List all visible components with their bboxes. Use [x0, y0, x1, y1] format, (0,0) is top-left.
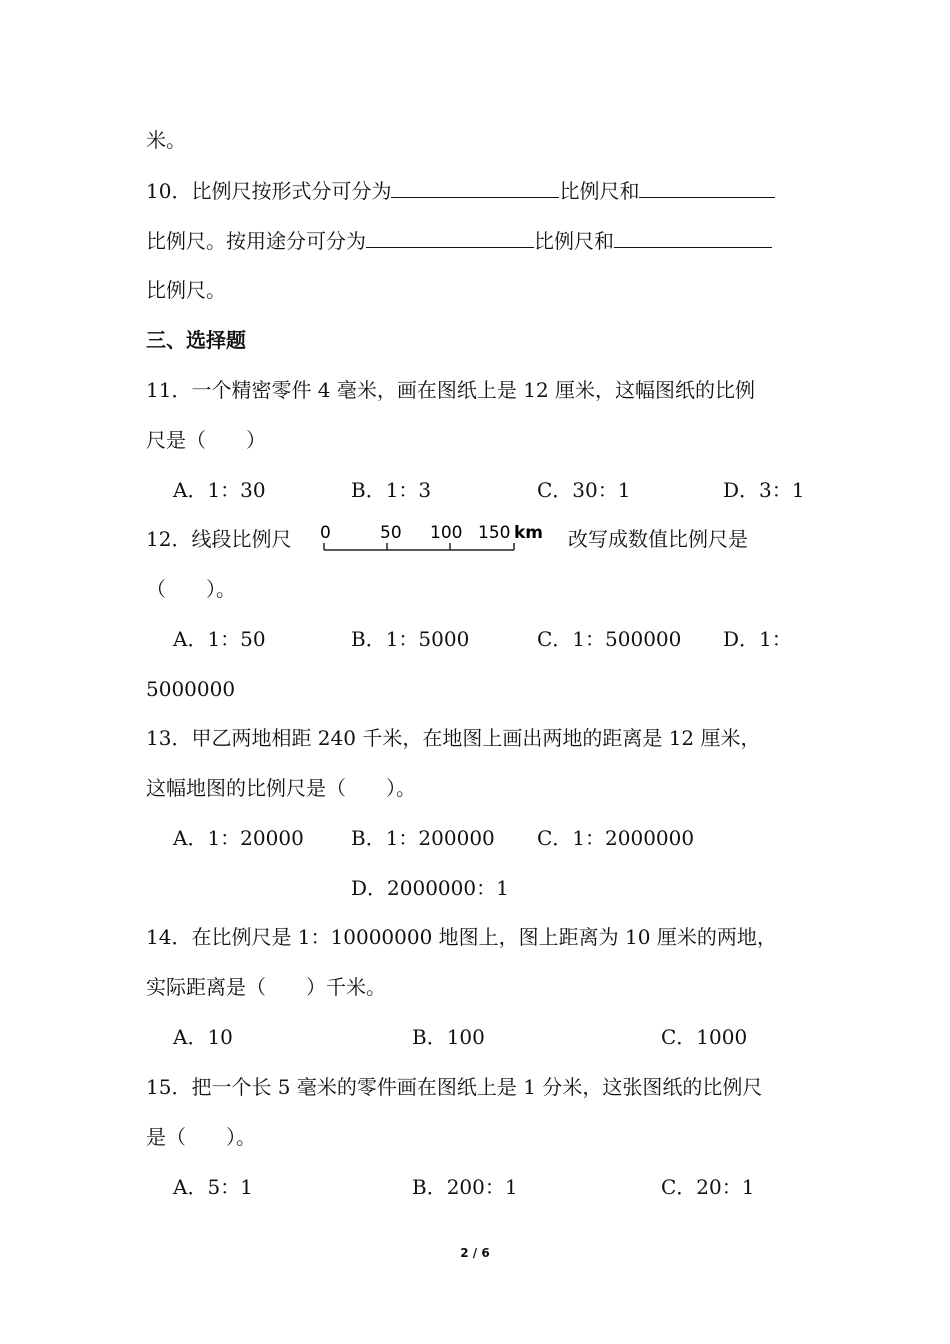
- q11-option-b[interactable]: B．1：3: [351, 478, 432, 502]
- question-11-line-1: 11．一个精密零件 4 毫米，画在图纸上是 12 厘米，这幅图纸的比例: [146, 378, 756, 402]
- question-15-line-1: 15．把一个长 5 毫米的零件画在图纸上是 1 分米，这张图纸的比例尺: [146, 1075, 763, 1099]
- q12-text-c: （ ）。: [146, 577, 236, 601]
- q14-option-b[interactable]: B．100: [412, 1025, 485, 1049]
- question-13-line-2: 这幅地图的比例尺是（ ）。: [146, 776, 416, 800]
- answer-blank[interactable]: [366, 225, 534, 248]
- q11-option-c[interactable]: C．30：1: [537, 478, 631, 502]
- answer-blank[interactable]: [614, 225, 772, 248]
- q11-option-a[interactable]: A．1：30: [173, 478, 266, 502]
- q12-option-a[interactable]: A．1：50: [173, 627, 266, 651]
- q14-option-c[interactable]: C．1000: [661, 1025, 748, 1049]
- q12-text-a: 12．线段比例尺: [146, 527, 292, 551]
- q12-option-d-continued: 5000000: [146, 677, 236, 701]
- q13-option-a[interactable]: A．1：20000: [173, 826, 304, 850]
- q10-text-d: 比例尺和: [534, 229, 614, 253]
- q10-text-e: 比例尺。: [146, 278, 226, 302]
- q14-option-a[interactable]: A．10: [173, 1025, 233, 1049]
- question-15-line-2: 是（ ）。: [146, 1125, 256, 1149]
- q13-option-b[interactable]: B．1：200000: [351, 826, 495, 850]
- scale-tick-label: 0: [320, 523, 331, 543]
- q12-option-c[interactable]: C．1：500000: [537, 627, 682, 651]
- q13-option-c[interactable]: C．1：2000000: [537, 826, 695, 850]
- q11-option-d[interactable]: D．3：1: [723, 478, 805, 502]
- answer-blank[interactable]: [391, 175, 559, 198]
- answer-blank[interactable]: [639, 175, 775, 198]
- question-11-line-2: 尺是（ ）: [146, 428, 266, 452]
- text-line: 米。: [146, 128, 186, 152]
- q15-option-b[interactable]: B．200：1: [412, 1175, 518, 1199]
- question-13-line-1: 13．甲乙两地相距 240 千米，在地图上画出两地的距离是 12 厘米，: [146, 726, 761, 750]
- q12-option-b[interactable]: B．1：5000: [351, 627, 470, 651]
- section-heading: 三、选择题: [146, 328, 246, 352]
- scale-tick-label: 150: [478, 523, 511, 543]
- scale-tick-label: 50: [380, 523, 402, 543]
- page-number: 2 / 6: [460, 1246, 490, 1260]
- q15-option-c[interactable]: C．20：1: [661, 1175, 755, 1199]
- q13-option-d[interactable]: D．2000000：1: [351, 876, 509, 900]
- question-10-line-2: [146, 225, 772, 256]
- q12-text-b: 改写成数值比例尺是: [568, 527, 748, 551]
- line-scale-bar: [316, 518, 556, 554]
- q10-text-b: 比例尺和: [559, 179, 640, 203]
- question-14-line-2: 实际距离是（ ）千米。: [146, 975, 386, 999]
- scale-tick-label: 100: [430, 523, 463, 543]
- q12-option-d[interactable]: D．1：: [723, 627, 792, 651]
- q15-option-a[interactable]: A．5：1: [173, 1175, 253, 1199]
- scale-unit: km: [514, 523, 544, 543]
- question-10-line-1: [146, 175, 775, 206]
- q10-text-a: 10．比例尺按形式分可分为: [146, 179, 392, 203]
- q10-text-c: 比例尺。按用途分可分为: [146, 229, 366, 253]
- question-14-line-1: 14．在比例尺是 1：10000000 地图上，图上距离为 10 厘米的两地，: [146, 925, 777, 949]
